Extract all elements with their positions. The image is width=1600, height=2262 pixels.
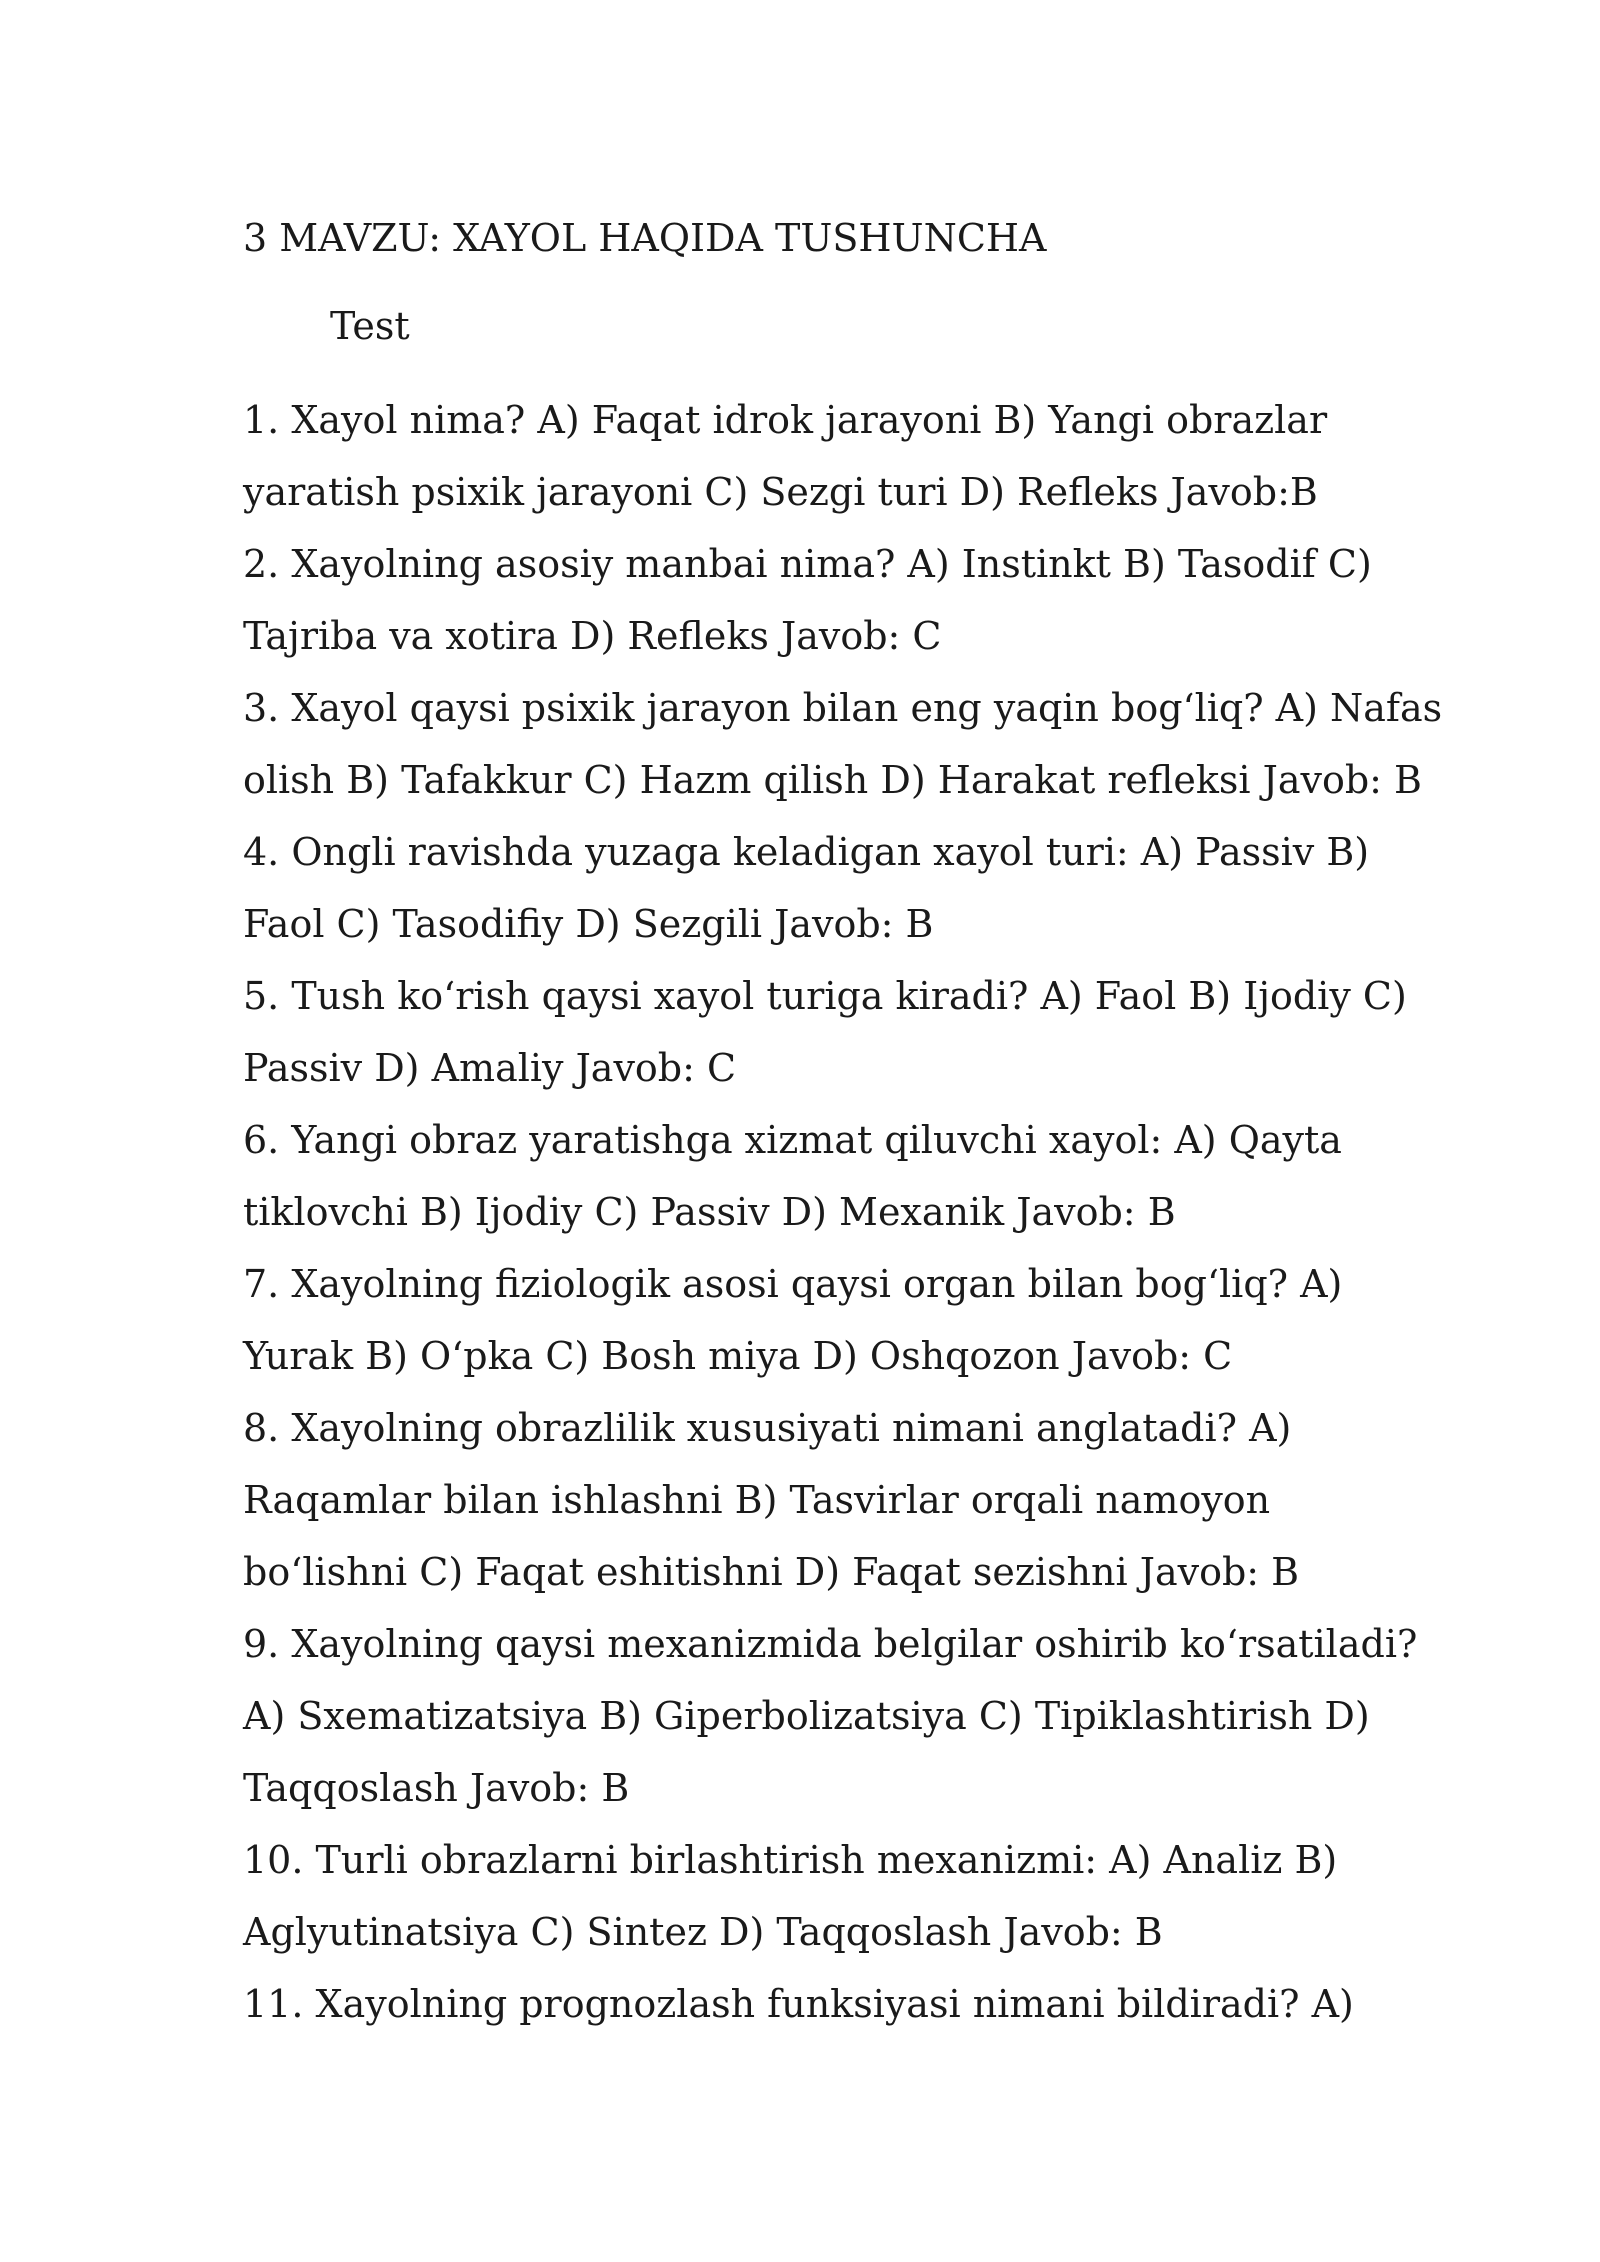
text-line: Aglyutinatsiya C) Sintez D) Taqqoslash Javob: B [243, 1910, 1163, 1954]
text-line: Taqqoslash Javob: B [243, 1766, 630, 1810]
text-line: 8. Xayolning obrazlilik xususiyati nimani anglatadi? A) [243, 1406, 1292, 1450]
text-line: 2. Xayolning asosiy manbai nima? A) Instinkt B) Tasodif C) [243, 542, 1372, 586]
text-line: tiklovchi B) Ijodiy C) Passiv D) Mexanik Javob: B [243, 1190, 1176, 1234]
text-line: Tajriba va xotira D) Refleks Javob: C [243, 614, 942, 658]
text-line: 5. Tush ko‘rish qaysi xayol turiga kiradi? A) Faol B) Ijodiy C) [243, 974, 1407, 1018]
text-line: bo‘lishni C) Faqat eshitishni D) Faqat sezishni Javob: B [243, 1550, 1300, 1594]
text-line: Raqamlar bilan ishlashni B) Tasvirlar orqali namoyon [243, 1478, 1271, 1522]
text-line: 3. Xayol qaysi psixik jarayon bilan eng yaqin bog‘liq? A) Nafas [243, 686, 1443, 730]
document-title: 3 MAVZU: XAYOL HAQIDA TUSHUNCHA [243, 216, 1047, 260]
question-list [243, 384, 1453, 2040]
text-line: 1. Xayol nima? A) Faqat idrok jarayoni B) Yangi obrazlar [243, 398, 1328, 442]
text-line: 7. Xayolning fiziologik asosi qaysi organ bilan bog‘liq? A) [243, 1262, 1343, 1306]
text-line: Faol C) Tasodifiy D) Sezgili Javob: B [243, 902, 934, 946]
text-line: 6. Yangi obraz yaratishga xizmat qiluvchi xayol: A) Qayta [243, 1118, 1342, 1162]
text-line: olish B) Tafakkur C) Hazm qilish D) Harakat refleksi Javob: B [243, 758, 1422, 802]
text-line: Passiv D) Amaliy Javob: C [243, 1046, 737, 1090]
text-line: Yurak B) O‘pka C) Bosh miya D) Oshqozon Javob: C [243, 1334, 1233, 1378]
text-line: 4. Ongli ravishda yuzaga keladigan xayol turi: A) Passiv B) [243, 830, 1370, 874]
text-line: yaratish psixik jarayoni C) Sezgi turi D) Refleks Javob:B [243, 470, 1318, 514]
text-line: 11. Xayolning prognozlash funksiyasi nimani bildiradi? A) [243, 1982, 1354, 2026]
text-line: 9. Xayolning qaysi mexanizmida belgilar oshirib ko‘rsatiladi? [243, 1622, 1418, 1666]
document-subtitle: Test [330, 304, 410, 348]
text-line: A) Sxematizatsiya B) Giperbolizatsiya C) Tipiklashtirish D) [243, 1694, 1370, 1738]
text-line: 10. Turli obrazlarni birlashtirish mexanizmi: A) Analiz B) [243, 1838, 1338, 1882]
